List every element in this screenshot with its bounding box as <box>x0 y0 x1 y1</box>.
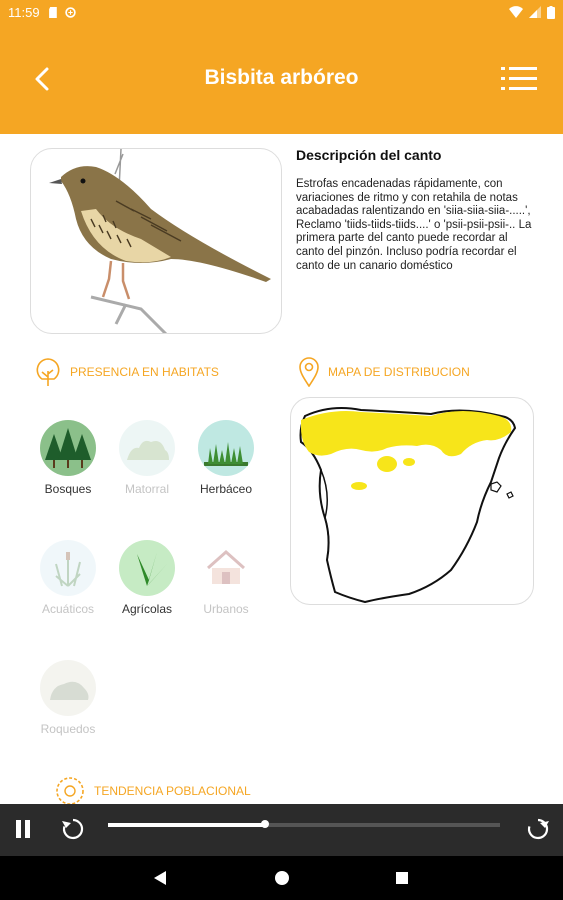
habitat-roquedos-label: Roquedos <box>40 722 96 736</box>
bird-illustration <box>31 149 282 334</box>
habitat-herbaceo <box>186 420 266 496</box>
song-description-title: Descripción del canto <box>296 147 442 163</box>
map-heading-label: MAPA DE DISTRIBUCION <box>328 365 470 379</box>
iberia-distribution-map <box>291 398 534 605</box>
habitat-bosques-label: Bosques <box>44 482 92 496</box>
song-description-text: Estrofas encadenadas rápidamente, con variaciones de ritmo y con retahila de notas acabadadas ralentizando en 'siia-siia-siia-.....', Reclamo 'tiids-tiids-tiids....' o 'psii-psii-psii-.. La primera parte del canto puede recordar al canto del pinzón. Incluso podría recordar el canto de un canario doméstico <box>296 178 532 272</box>
trend-heading-label: TENDENCIA POBLACIONAL <box>94 784 251 798</box>
rock-icon <box>40 660 96 716</box>
status-time: 11:59 <box>8 4 40 20</box>
app-bar <box>0 24 563 134</box>
house-icon <box>198 540 254 596</box>
reeds-icon <box>40 540 96 596</box>
seek-bar-progress <box>108 823 265 827</box>
habitats-heading-label: PRESENCIA EN HABITATS <box>70 365 219 379</box>
tree-icon <box>34 357 62 387</box>
habitat-herbaceo-label: Herbáceo <box>199 482 253 496</box>
forest-icon <box>40 420 96 476</box>
nav-back-icon[interactable] <box>150 868 170 888</box>
habitat-bosques <box>28 420 108 496</box>
status-bar <box>0 0 563 24</box>
nav-home-icon[interactable] <box>272 868 292 888</box>
battery-icon <box>547 6 555 19</box>
wifi-icon <box>509 6 523 18</box>
seek-bar[interactable] <box>108 823 500 827</box>
distribution-map <box>290 397 534 605</box>
replay-icon[interactable] <box>60 816 86 842</box>
grass-icon <box>198 420 254 476</box>
seek-bar-thumb[interactable] <box>261 820 269 828</box>
repeat-icon[interactable] <box>525 816 551 842</box>
bird-image-card <box>30 148 282 334</box>
system-nav-bar <box>0 856 563 900</box>
population-trend-icon <box>54 776 86 806</box>
habitat-agricolas <box>107 540 187 616</box>
pause-icon[interactable] <box>12 818 34 840</box>
habitats-heading <box>34 357 219 387</box>
trend-heading <box>54 776 251 806</box>
crop-plant-icon <box>119 540 175 596</box>
page-title: Bisbita arbóreo <box>204 66 359 89</box>
list-menu-icon[interactable] <box>501 64 537 94</box>
sd-card-icon <box>48 7 59 18</box>
habitat-urbanos <box>186 540 266 616</box>
habitat-roquedos <box>28 660 108 736</box>
habitat-matorral-label: Matorral <box>124 482 169 496</box>
nav-recents-icon[interactable] <box>392 868 412 888</box>
shrub-icon <box>119 420 175 476</box>
map-heading <box>298 357 470 387</box>
habitat-matorral <box>107 420 187 496</box>
habitat-agricolas-label: Agrícolas <box>121 602 173 616</box>
audio-player <box>0 804 563 856</box>
habitat-acuaticos <box>28 540 108 616</box>
data-saver-icon <box>65 7 76 18</box>
habitat-acuaticos-label: Acuáticos <box>41 602 95 616</box>
habitat-urbanos-label: Urbanos <box>203 602 249 616</box>
signal-icon <box>529 6 541 18</box>
location-pin-icon <box>298 357 320 387</box>
